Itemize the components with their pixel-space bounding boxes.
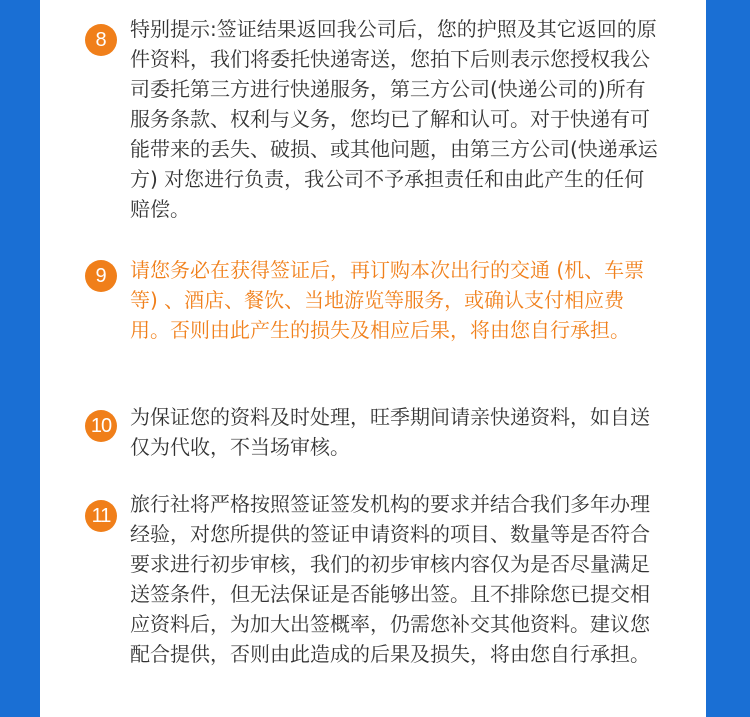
item-text: 特别提示:签证结果返回我公司后，您的护照及其它返回的原件资料，我们将委托快递寄送，您拍下后则表示您授权我公司委托第三方进行快递服务，第三方公司(快递公司的)所有服务条款、权利与义务，您均已了解和认可。对于快递有可能带来的丢失、破损、或其他问题，由第三方公司(快递承运方) 对您进行负责，我公司不予承担责任和由此产生的任何赔偿。 [130,17,658,221]
item-text: 请您务必在获得签证后，再订购本次出行的交通 (机、车票等) 、酒店、餐饮、当地游览等服务，或确认支付相应费用。否则由此产生的损失及相应后果，将由您自行承担。 [130,258,645,342]
item-text: 为保证您的资料及时处理，旺季期间请亲快递资料，如自送仅为代收，不当场审核。 [130,405,650,459]
number-badge: 11 [85,500,117,532]
number-badge: 9 [85,260,117,292]
number-badge: 10 [85,410,117,442]
item-text: 旅行社将严格按照签证签发机构的要求并结合我们多年办理经验，对您所提供的签证申请资料的项目、数量等是否符合要求进行初步审核，我们的初步审核内容仅为是否尽量满足送签条件，但无法保证是否能够出签。且不排除您已提交相应资料后，为加大出签概率，仍需您补交其他资料。建议您配合提供，否则由此造成的后果及损失，将由您自行承担。 [130,492,650,666]
content-card [40,0,706,717]
number-badge: 8 [85,24,117,56]
